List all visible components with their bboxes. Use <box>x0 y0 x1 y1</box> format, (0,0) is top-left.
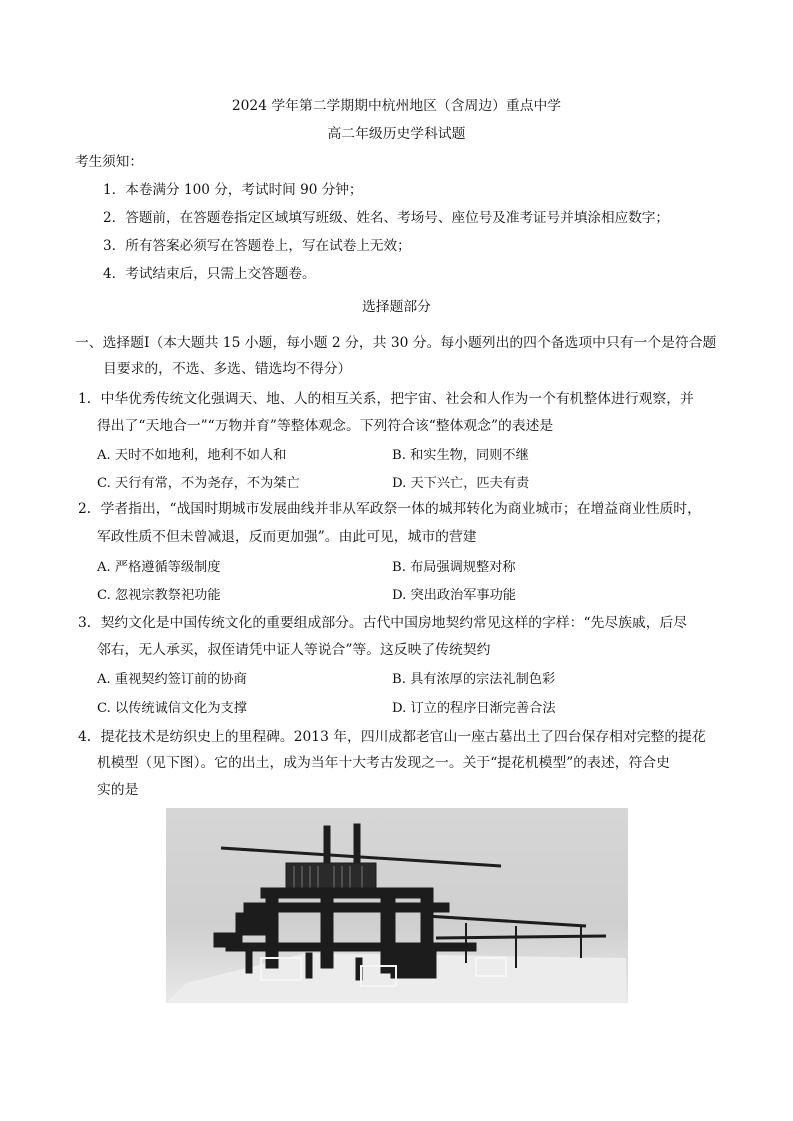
loom-model-photo <box>166 808 628 1003</box>
exam-title: 2024 学年第二学期期中杭州地区（含周边）重点中学 <box>231 98 562 114</box>
section-title: 选择题部分 <box>362 299 431 315</box>
q3-option-b: B. 具有浓厚的宗法礼制色彩 <box>392 672 556 687</box>
q2-option-c: C. 忽视宗教祭祀功能 <box>97 588 221 603</box>
q2-option-d: D. 突出政治军事功能 <box>392 588 516 603</box>
q1-option-b: B. 和实生物，同则不继 <box>392 448 529 463</box>
notice-heading: 考生须知： <box>75 154 143 170</box>
section-intro: 一、选择题Ⅰ（本大题共 15 小题，每小题 2 分，共 30 分。每小题列出的四个备选项中只有一个是符合题 <box>75 335 717 351</box>
q3-option-a: A. 重视契约签订前的协商 <box>97 672 247 687</box>
q3-option-d: D. 订立的程序日渐完善合法 <box>392 701 556 716</box>
question-stem-1: 得出了“天地合一”“万物并育”等整体观念。下列符合该“整体观念”的表述是 <box>97 418 554 434</box>
exam-subtitle: 高二年级历史学科试题 <box>327 126 466 142</box>
q3-option-c: C. 以传统诚信文化为支撑 <box>97 701 247 716</box>
question-stem-3: 3．契约文化是中国传统文化的重要组成部分。古代中国房地契约常见这样的字样：“先尽族戚，后尽 <box>78 615 688 631</box>
q1-option-a: A. 天时不如地利，地利不如人和 <box>97 448 287 463</box>
question-stem-4: 机模型（见下图）。它的出土，成为当年十大考古发现之一。关于“提花机模型”的表述，符合史 <box>97 755 670 771</box>
question-stem-2: 军政性质不但未曾减退，反而更加强”。由此可见，城市的营建 <box>97 529 477 545</box>
notice-item: 3．所有答案必须写在答题卷上，写在试卷上无效； <box>103 238 411 254</box>
q2-option-b: B. 布局强调规整对称 <box>392 560 516 575</box>
question-stem-1: 1．中华优秀传统文化强调天、地、人的相互关系，把宇宙、社会和人作为一个有机整体进行观察，并 <box>78 391 694 407</box>
q1-option-d: D. 天下兴亡，匹夫有责 <box>392 476 530 491</box>
question-stem-3: 邻右，无人承买，叔侄请凭中证人等说合”等。这反映了传统契约 <box>97 642 491 658</box>
notice-item: 1．本卷满分 100 分，考试时间 90 分钟； <box>103 182 363 198</box>
question-stem-4: 实的是 <box>97 782 139 798</box>
notice-item: 2．答题前，在答题卷指定区域填写班级、姓名、考场号、座位号及准考证号并填涂相应数字； <box>103 210 669 226</box>
notice-item: 4．考试结束后，只需上交答题卷。 <box>103 266 316 282</box>
section-intro: 目要求的，不选、多选、错选均不得分） <box>103 361 352 377</box>
question-stem-4: 4．提花技术是纺织史上的里程碑。2013 年，四川成都老官山一座古墓出土了四台保存相对完整的提花 <box>78 729 706 745</box>
question-stem-2: 2．学者指出，“战国时期城市发展曲线并非从军政祭一体的城邦转化为商业城市；在增益商业性质时， <box>78 501 701 517</box>
q2-option-a: A. 严格遵循等级制度 <box>97 560 221 575</box>
q1-option-c: C. 天行有常，不为尧存，不为桀亡 <box>97 476 300 491</box>
